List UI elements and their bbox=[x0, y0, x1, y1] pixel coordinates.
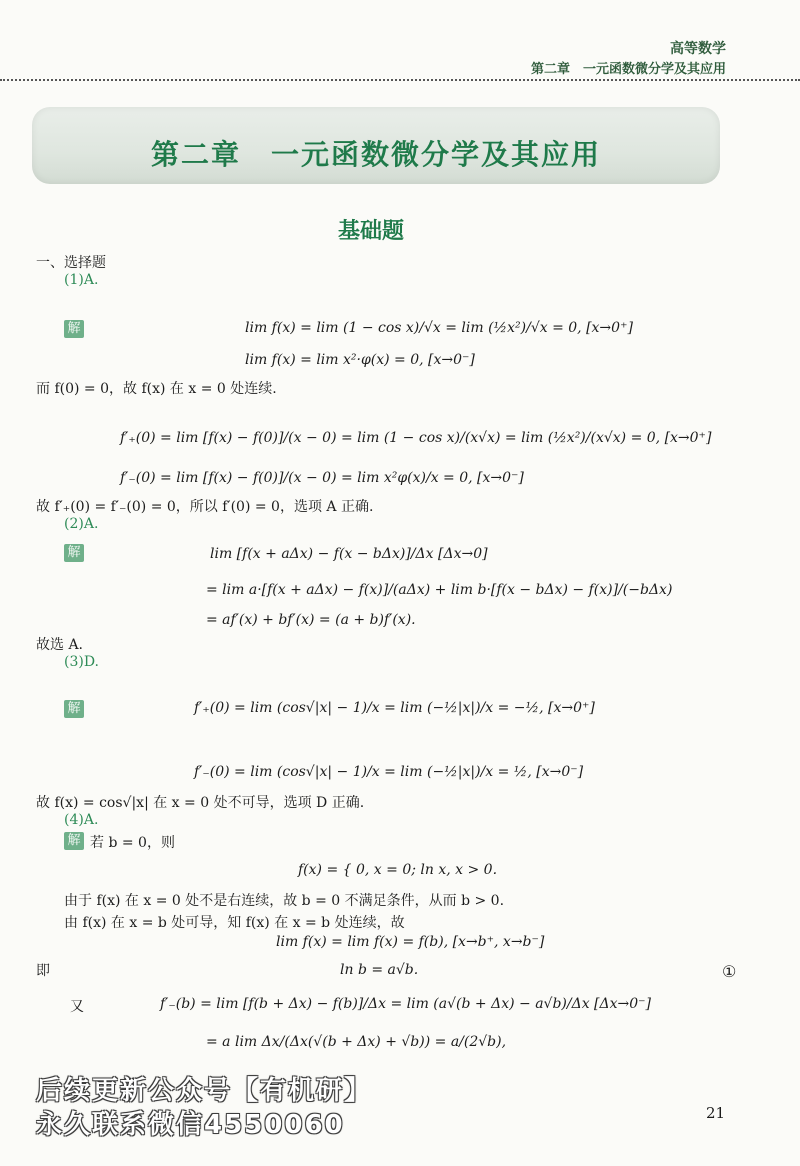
formula-line: f′₋(0) = lim [f(x) − f(0)]/(x − 0) = lim x²φ(x)/x = 0, [x→0⁻] bbox=[120, 470, 524, 486]
formula-line: f(x) = { 0, x = 0; ln x, x > 0. bbox=[298, 862, 498, 878]
text-line: 故 f′₊(0) = f′₋(0) = 0，所以 f′(0) = 0，选项 A 正确. bbox=[36, 499, 374, 515]
formula-line: f′₋(0) = lim (cos√|x| − 1)/x = lim (−½|x|)/x = ½, [x→0⁻] bbox=[194, 764, 584, 780]
watermark-line-2: 永久联系微信4550060 bbox=[36, 1110, 345, 1140]
formula-line: = af′(x) + bf′(x) = (a + b)f′(x). bbox=[206, 612, 416, 628]
formula-line: f′₊(0) = lim (cos√|x| − 1)/x = lim (−½|x|)/x = −½, [x→0⁺] bbox=[194, 700, 595, 716]
text-line: 而 f(0) = 0，故 f(x) 在 x = 0 处连续. bbox=[36, 381, 277, 397]
solution-badge: 解 bbox=[64, 320, 84, 338]
solution-badge: 解 bbox=[64, 544, 84, 562]
text-line: 若 b = 0，则 bbox=[90, 835, 175, 851]
formula-line: lim [f(x + aΔx) − f(x − bΔx)]/Δx [Δx→0] bbox=[210, 546, 488, 562]
text-line: 又 bbox=[70, 999, 84, 1015]
formula-line: f′₋(b) = lim [f(b + Δx) − f(b)]/Δx = lim (a√(b + Δx) − a√b)/Δx [Δx→0⁻] bbox=[160, 996, 652, 1012]
formula-line: lim f(x) = lim f(x) = f(b), [x→b⁺, x→b⁻] bbox=[276, 934, 545, 950]
running-header-book-title: 高等数学 bbox=[670, 41, 726, 57]
formula-line: lim f(x) = lim x²·φ(x) = 0, [x→0⁻] bbox=[245, 352, 475, 368]
running-header-chapter: 第二章 一元函数微分学及其应用 bbox=[530, 62, 726, 77]
problem-label: (2)A. bbox=[64, 516, 99, 532]
equation-number: ① bbox=[722, 962, 737, 981]
section-subtitle: 基础题 bbox=[338, 219, 405, 244]
text-line: 即 bbox=[36, 963, 50, 979]
part-label: 一、选择题 bbox=[36, 255, 106, 271]
header-divider bbox=[0, 79, 800, 81]
problem-label: (3)D. bbox=[64, 654, 100, 670]
problem-label: (4)A. bbox=[64, 812, 99, 828]
solution-badge: 解 bbox=[64, 832, 84, 850]
chapter-banner bbox=[32, 107, 720, 184]
text-line: 由 f(x) 在 x = b 处可导，知 f(x) 在 x = b 处连续，故 bbox=[64, 915, 405, 931]
formula-line: = a lim Δx/(Δx(√(b + Δx) + √b)) = a/(2√b), bbox=[206, 1034, 507, 1050]
page-number: 21 bbox=[706, 1104, 726, 1122]
watermark-line-1: 后续更新公众号【有机研】 bbox=[36, 1076, 373, 1106]
problem-label: (1)A. bbox=[64, 272, 99, 288]
chapter-title: 第二章 一元函数微分学及其应用 bbox=[150, 138, 601, 171]
text-line: 故选 A. bbox=[36, 637, 84, 653]
formula-line: f′₊(0) = lim [f(x) − f(0)]/(x − 0) = lim (1 − cos x)/(x√x) = lim (½x²)/(x√x) = 0, [x→0⁺] bbox=[120, 430, 712, 446]
formula-line: = lim a·[f(x + aΔx) − f(x)]/(aΔx) + lim b·[f(x − bΔx) − f(x)]/(−bΔx) bbox=[206, 582, 673, 598]
text-line: 由于 f(x) 在 x = 0 处不是右连续，故 b = 0 不满足条件，从而 b > 0. bbox=[64, 893, 505, 909]
solution-badge: 解 bbox=[64, 700, 84, 718]
formula-line: ln b = a√b. bbox=[340, 962, 419, 978]
text-line: 故 f(x) = cos√|x| 在 x = 0 处不可导，选项 D 正确. bbox=[36, 795, 365, 811]
formula-line: lim f(x) = lim (1 − cos x)/√x = lim (½x²)/√x = 0, [x→0⁺] bbox=[245, 320, 633, 336]
